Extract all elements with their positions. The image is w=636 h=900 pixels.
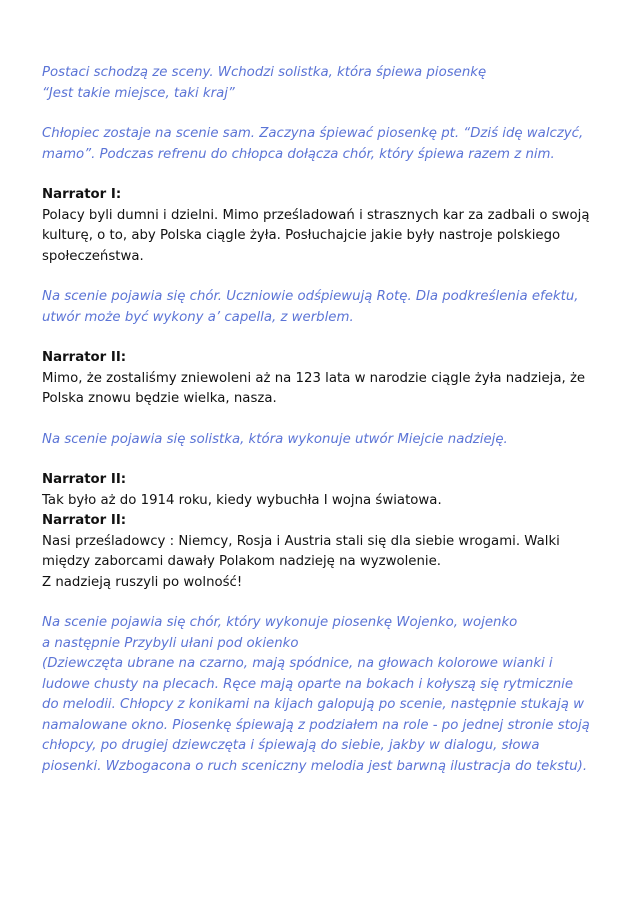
narrator-2a-text: Mimo, że zostaliśmy zniewoleni aż na 123 lata w narodzie ciągle żyła nadzieja, że Polska znowu będzie wielka, nasza. <box>42 370 586 406</box>
narrator-2b-label: Narrator II: <box>42 472 127 487</box>
stage-direction-1: Postaci schodzą ze sceny. Wchodzi solistka, która śpiewa piosenkę “Jest takie miejsce, taki kraj” <box>42 65 487 101</box>
narrator-2b-text: Tak było aż do 1914 roku, kiedy wybuchła I wojna światowa. <box>42 492 442 508</box>
stage-direction-4: Na scenie pojawia się solistka, która wykonuje utwór Miejcie nadzieję. <box>42 431 508 447</box>
stage-direction-2: Chłopiec zostaje na scenie sam. Zaczyna śpiewać piosenkę pt. “Dziś idę walczyć, mamo”. Podczas refrenu do chłopca dołącza chór, który śpiewa razem z nim. <box>42 126 584 162</box>
narrator-2c-text: Nasi prześladowcy : Niemcy, Rosja i Austria stali się dla siebie wrogami. Walki między zaborcami dawały Polakom nadzieję na wyzwolenie. Z nadzieją ruszyli po wolność! <box>42 533 560 590</box>
narrator-2c-label: Narrator II: <box>42 513 127 528</box>
stage-direction-5: Na scenie pojawia się chór, który wykonuje piosenkę Wojenko, wojenko a następnie Przybyli ułani pod okienko (Dziewczęta ubrane na czarno, mają spódnice, na głowach kolorowe wianki i ludowe chusty na plecach. Ręce mają oparte na bokach i kołyszą się rytmicznie do melodii. Chłopcy z konikami na kijach galopują po scenie, następnie stukają w namalowane okno. Piosenkę śpiewają z podziałem na role - po jednej stronie stoją chłopcy, po drugiej dziewczęta i śpiewają do siebie, jakby w dialogu, słowa piosenki. Wzbogacona o ruch sceniczny melodia jest barwną ilustracja do tekstu). <box>42 615 590 774</box>
narrator-1-text: Polacy byli dumni i dzielni. Mimo prześladowań i strasznych kar za zadbali o swoją kulturę, o to, aby Polska ciągle żyła. Posłuchajcie jakie były nastroje polskiego społeczeństwa. <box>42 207 590 264</box>
narrator-1-label: Narrator I: <box>42 187 122 202</box>
narrator-2a-label: Narrator II: <box>42 350 127 365</box>
stage-direction-3: Na scenie pojawia się chór. Uczniowie odśpiewują Rotę. Dla podkreślenia efektu, utwór może być wykony a’ capella, z werblem. <box>42 289 579 325</box>
